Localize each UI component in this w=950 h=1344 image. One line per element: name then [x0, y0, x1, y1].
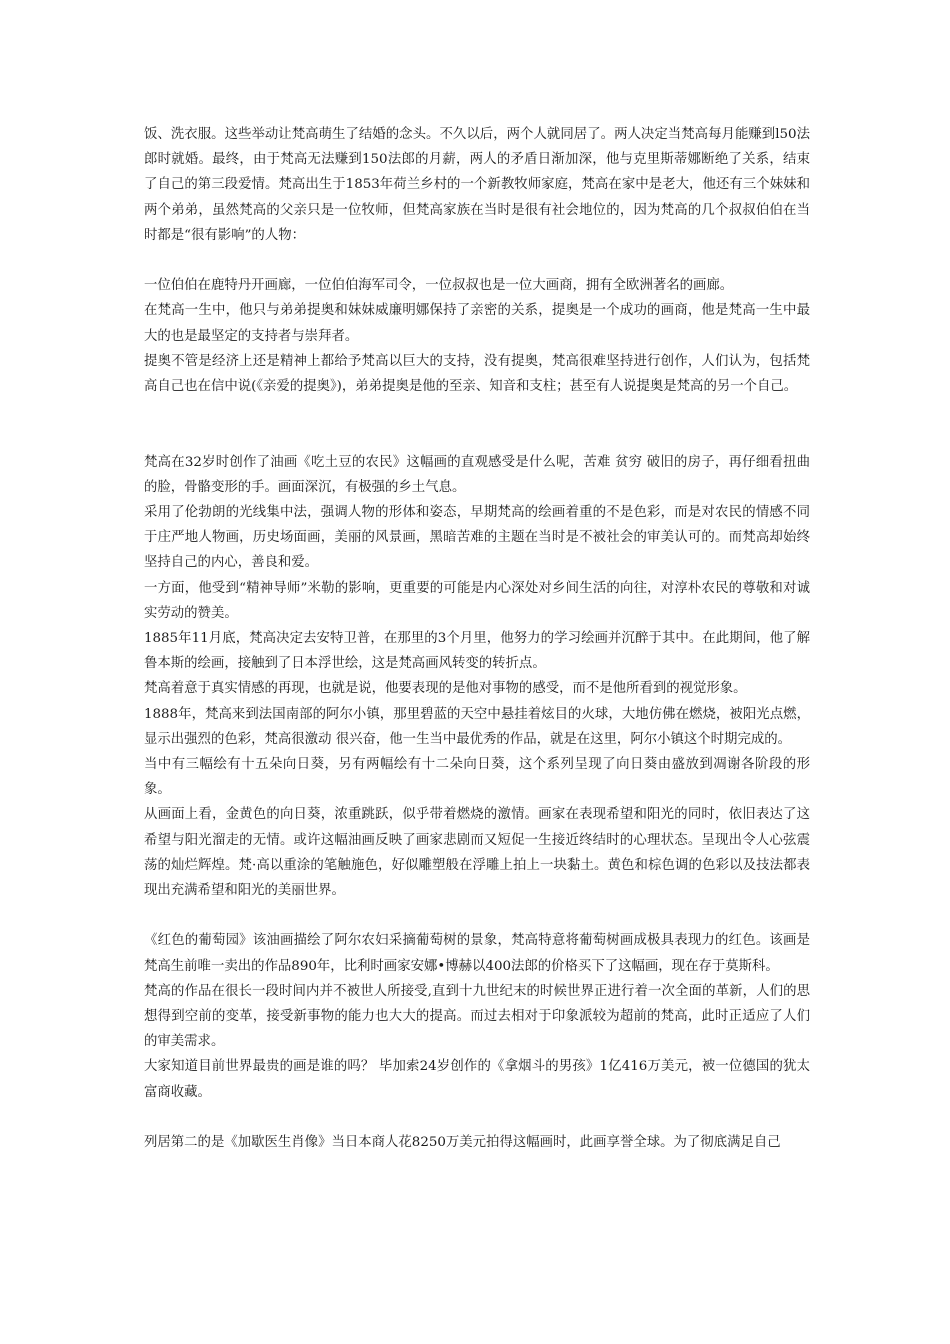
paragraph: 一位伯伯在鹿特丹开画廊，一位伯伯海军司令，一位叔叔也是一位大画商，拥有全欧洲著名的画廊。	[144, 278, 734, 294]
paragraph: 《红色的葡萄园》该油画描绘了阿尔农妇采摘葡萄树的景象，梵高特意将葡萄树画成极具表现力的红色。该画是梵高生前唯一卖出的作品890年，比利时画家安娜•博赫以400法郎的价格买下了这幅画，现在存于莫斯科。	[144, 933, 810, 974]
paragraph: 从画面上看，金黄色的向日葵，浓重跳跃，似乎带着燃烧的激情。画家在表现希望和阳光的同时，依旧表达了这希望与阳光溜走的无情。或许这幅油画反映了画家悲剧而又短促一生接近终结时的心理状态。呈现出令人心弦震荡的灿烂辉煌。梵·高以重涂的笔触施色，好似雕塑般在浮雕上拍上一块黏土。黄色和棕色调的色彩以及技法都表现出充满希望和阳光的美丽世界。	[144, 807, 810, 899]
paragraph: 当中有三幅绘有十五朵向日葵，另有两幅绘有十二朵向日葵，这个系列呈现了向日葵由盛放到凋谢各阶段的形象。	[144, 757, 810, 798]
blank-line	[144, 903, 810, 928]
blank-line	[144, 1105, 810, 1130]
paragraph: 大家知道目前世界最贵的画是谁的吗？ 毕加索24岁创作的《拿烟斗的男孩》1亿416万美元，被一位德国的犹太富商收藏。	[144, 1059, 810, 1100]
blank-line	[144, 399, 810, 449]
blank-line	[144, 248, 810, 273]
paragraph: 梵高在32岁时创作了油画《吃土豆的农民》这幅画的直观感受是什么呢，苦难 贫穷 破旧的房子，再仔细看扭曲的脸，骨骼变形的手。画面深沉，有极强的乡土气息。	[144, 454, 810, 495]
paragraph: 一方面，他受到“精神导师”米勒的影响，更重要的可能是内心深处对乡间生活的向往，对淳朴农民的尊敬和对诚实劳动的赞美。	[144, 580, 810, 621]
paragraph: 梵高着意于真实情感的再现，也就是说，他要表现的是他对事物的感受，而不是他所看到的视觉形象。	[144, 681, 747, 697]
paragraph: 饭、洗衣服。这些举动让梵高萌生了结婚的念头。不久以后，两个人就同居了。两人决定当梵高每月能赚到l50法郎时就婚。最终，由于梵高无法赚到150法郎的月薪，两人的矛盾日渐加深，他与克里斯蒂娜断绝了关系，结束了自己的第三段爱情。梵高出生于1853年荷兰乡村的一个新教牧师家庭，梵高在家中是老大，他还有三个妹妹和两个弟弟，虽然梵高的父亲只是一位牧师，但梵高家族在当时是很有社会地位的，因为梵高的几个叔叔伯伯在当时都是“很有影响”的人物：	[144, 127, 810, 243]
paragraph: 1888年，梵高来到法国南部的阿尔小镇，那里碧蓝的天空中悬挂着炫目的火球，大地仿佛在燃烧，被阳光点燃，显示出强烈的色彩，梵高很激动 很兴奋，他一生当中最优秀的作品，就是在这里，阿尔小镇这个时期完成的。	[144, 706, 810, 747]
paragraph: 1885年11月底，梵高决定去安特卫普，在那里的3个月里，他努力的学习绘画并沉醉于其中。在此期间，他了解鲁本斯的绘画，接触到了日本浮世绘，这是梵高画风转变的转折点。	[144, 631, 810, 672]
paragraph: 在梵高一生中，他只与弟弟提奥和妹妹威廉明娜保持了亲密的关系，提奥是一个成功的画商，他是梵高一生中最大的也是最坚定的支持者与崇拜者。	[144, 303, 810, 344]
document-body	[144, 122, 810, 1155]
paragraph: 梵高的作品在很长一段时间内并不被世人所接受,直到十九世纪末的时候世界正进行着一次全面的革新，人们的思想得到空前的变革，接受新事物的能力也大大的提高。而过去相对于印象派较为超前的梵高，此时正适应了人们的审美需求。	[144, 983, 810, 1050]
paragraph: 列居第二的是《加歇医生肖像》当日本商人花8250万美元拍得这幅画时，此画享誉全球。为了彻底满足自己	[144, 1135, 781, 1151]
paragraph: 采用了伦勃朗的光线集中法，强调人物的形体和姿态，早期梵高的绘画着重的不是色彩，而是对农民的情感不同于庄严地人物画，历史场面画，美丽的风景画，黑暗苦难的主题在当时是不被社会的审美认可的。而梵高却始终坚持自己的内心，善良和爱。	[144, 505, 810, 571]
paragraph: 提奥不管是经济上还是精神上都给予梵高以巨大的支持，没有提奥，梵高很难坚持进行创作，人们认为，包括梵高自己也在信中说(《亲爱的提奥》)，弟弟提奥是他的至亲、知音和支柱；甚至有人说提奥是梵高的另一个自己。	[144, 353, 810, 395]
